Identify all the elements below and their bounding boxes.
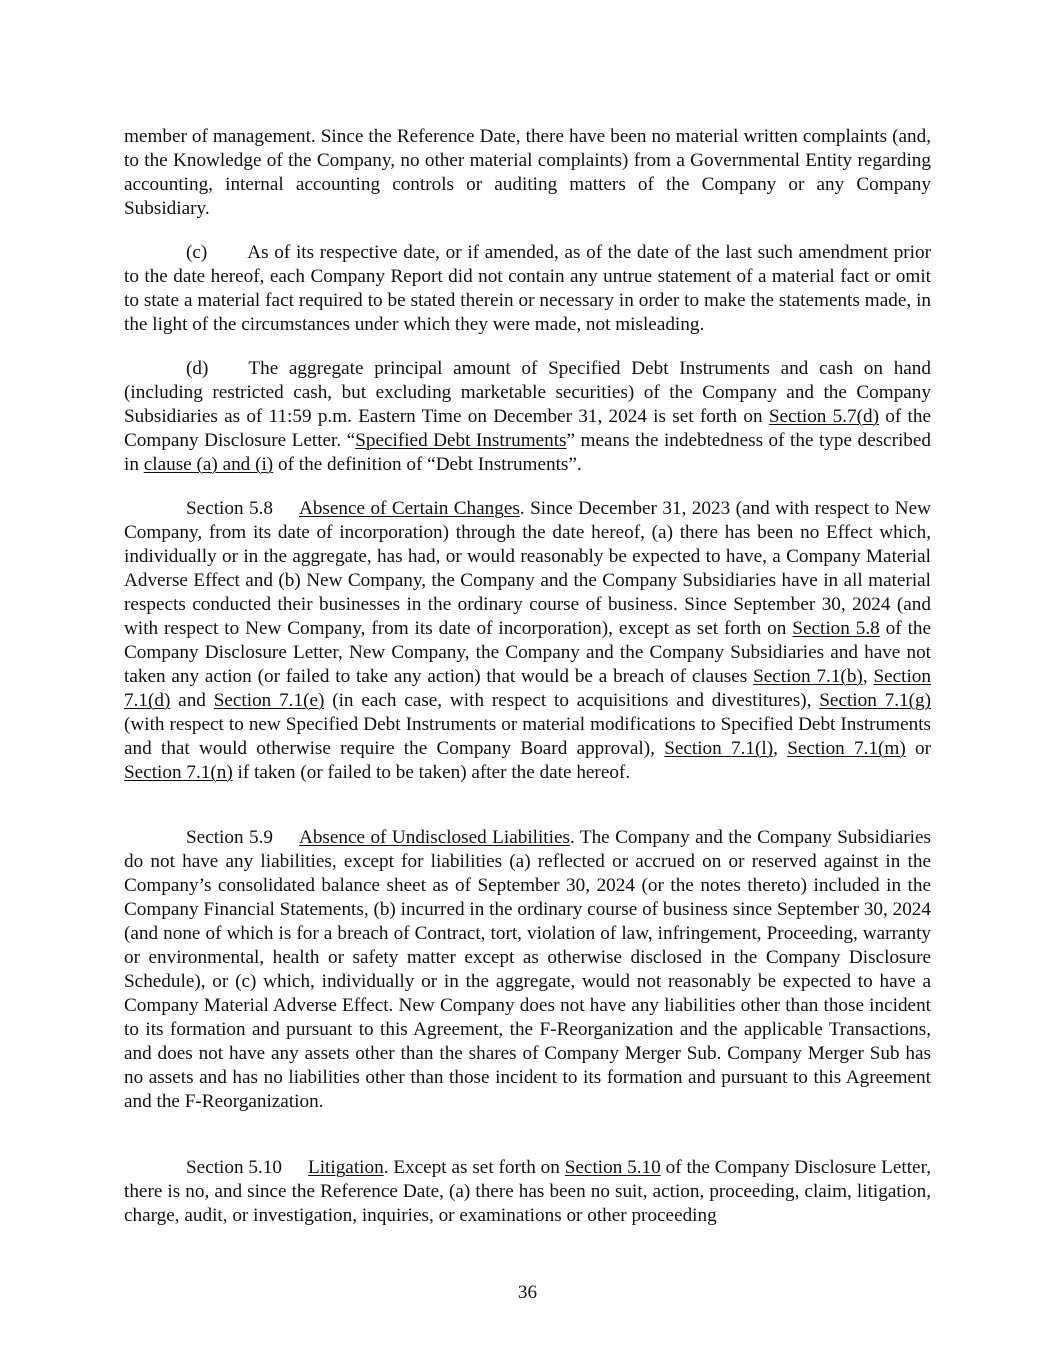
paragraph-text: (with respect to new Specified Debt Instruments or material modifications to Specified Debt Instruments and that would otherwise require the Company Board approval),: [124, 714, 931, 759]
section-5-8: [124, 497, 931, 785]
section-5-10: [124, 1156, 931, 1228]
section-heading: Absence of Certain Changes: [298, 498, 520, 519]
paragraph-text: or: [905, 738, 932, 759]
section-number: Section 5.8: [186, 498, 273, 519]
paragraph-text: . The Company and the Company Subsidiaries do not have any liabilities, except for liabilities (a) reflected or accrued on or reserved against in the Company’s consolidated balance sheet as of September 30, 2024 (or the notes thereto) included in the Company Financial Statements, (b) incurred in the ordinary course of business since September 30, 2024 (and none of which is for a breach of Contract, tort, violation of law, infringement, Proceeding, warranty or environmental, health or safety matter except as otherwise disclosed in the Company Disclosure Schedule), or (c) which, individually or in the aggregate, would not reasonably be expected to have a Company Material Adverse Effect. New Company does not have any liabilities other than those incident to its formation and pursuant to this Agreement, the F-Reorganization and the applicable Transactions, and does not have any assets other than the shares of Company Merger Sub. Company Merger Sub has no assets and has no liabilities other than those incident to its formation and pursuant to this Agreement and the F-Reorganization.: [124, 827, 931, 1112]
section-reference: Section 7.1(n): [124, 762, 233, 783]
defined-term: Specified Debt Instruments: [355, 430, 567, 451]
section-number: Section 5.9: [186, 827, 273, 848]
paragraph-continuation: [124, 125, 931, 221]
paragraph-text: As of its respective date, or if amended, as of the date of the last such amendment prior to the date hereof, each Company Report did not contain any untrue statement of a material fact or omit to state a material fact required to be stated therein or necessary in order to make the statements made, in the light of the circumstances under which they were made, not misleading.: [124, 242, 931, 335]
paragraph-text: of the definition of “Debt Instruments”.: [273, 454, 582, 475]
paragraph-text: ,: [862, 666, 874, 687]
section-reference: Section 7.1(b): [753, 666, 863, 687]
section-5-9: [124, 826, 931, 1114]
section-heading: Litigation: [308, 1157, 384, 1178]
paragraph-text: . Since December 31, 2023 (and with respect to New Company, from its date of incorporation) through the date hereof, (a) there has been no Effect which, individually or in the aggregate, has had, or would reasonably be expected to have, a Company Material Adverse Effect and (b) New Company, the Company and the Company Subsidiaries have in all material respects conducted their businesses in the ordinary course of business. Since September 30, 2024 (and with respect to New Company, from its date of incorporation), except as set forth on: [124, 498, 931, 639]
section-reference: Section 7.1(m): [787, 738, 906, 759]
section-heading: Absence of Undisclosed Liabilities: [298, 827, 570, 848]
paragraph-d: [124, 357, 931, 477]
paragraph-text: member of management. Since the Reference Date, there have been no material written complaints (and, to the Knowledge of the Company, no other material complaints) from a Governmental Entity regarding accounting, internal accounting controls or auditing matters of the Company or any Company Subsidiary.: [124, 126, 931, 219]
paragraph-text: of the Company Disclosure Letter, New Company, the Company and the Company Subsidiaries and have not taken any action (or failed to take any action) that would be a breach of clauses: [124, 618, 932, 687]
section-reference: Section 7.1(e): [213, 690, 325, 711]
section-reference: Section 7.1(d): [124, 666, 931, 711]
paragraph-text: and: [170, 690, 214, 711]
clause-label: (d): [186, 358, 209, 379]
section-reference: Section 7.1(l): [664, 738, 774, 759]
paragraph-text: ,: [773, 738, 788, 759]
paragraph-text: . Except as set forth on: [383, 1157, 565, 1178]
paragraph-text: (in each case, with respect to acquisitions and divestitures),: [324, 690, 820, 711]
clause-label: (c): [186, 242, 208, 263]
section-number: Section 5.10: [186, 1157, 282, 1178]
paragraph-c: [124, 241, 931, 337]
paragraph-text: ” means the indebtedness of the type described in: [124, 430, 931, 475]
section-reference: Section 5.8: [792, 618, 880, 639]
section-reference: Section 5.7(d): [768, 406, 880, 427]
paragraph-text: of the Company Disclosure Letter. “: [124, 406, 931, 451]
paragraph-text: of the Company Disclosure Letter, there is no, and since the Reference Date, (a) there has been no suit, action, proceeding, claim, litigation, charge, audit, or investigation, inquiries, or examinations or other proceeding: [124, 1157, 931, 1226]
clause-reference: clause (a) and (i): [143, 454, 274, 475]
section-reference: Section 5.10: [564, 1157, 661, 1178]
paragraph-text: if taken (or failed to be taken) after the date hereof.: [232, 762, 631, 783]
page-number: 36: [517, 1282, 538, 1303]
paragraph-text: The aggregate principal amount of Specified Debt Instruments and cash on hand (including restricted cash, but excluding marketable securities) of the Company and the Company Subsidiaries as of 11:59 p.m. Eastern Time on December 31, 2024 is set forth on: [124, 358, 931, 427]
section-reference: Section 7.1(g): [819, 690, 931, 711]
